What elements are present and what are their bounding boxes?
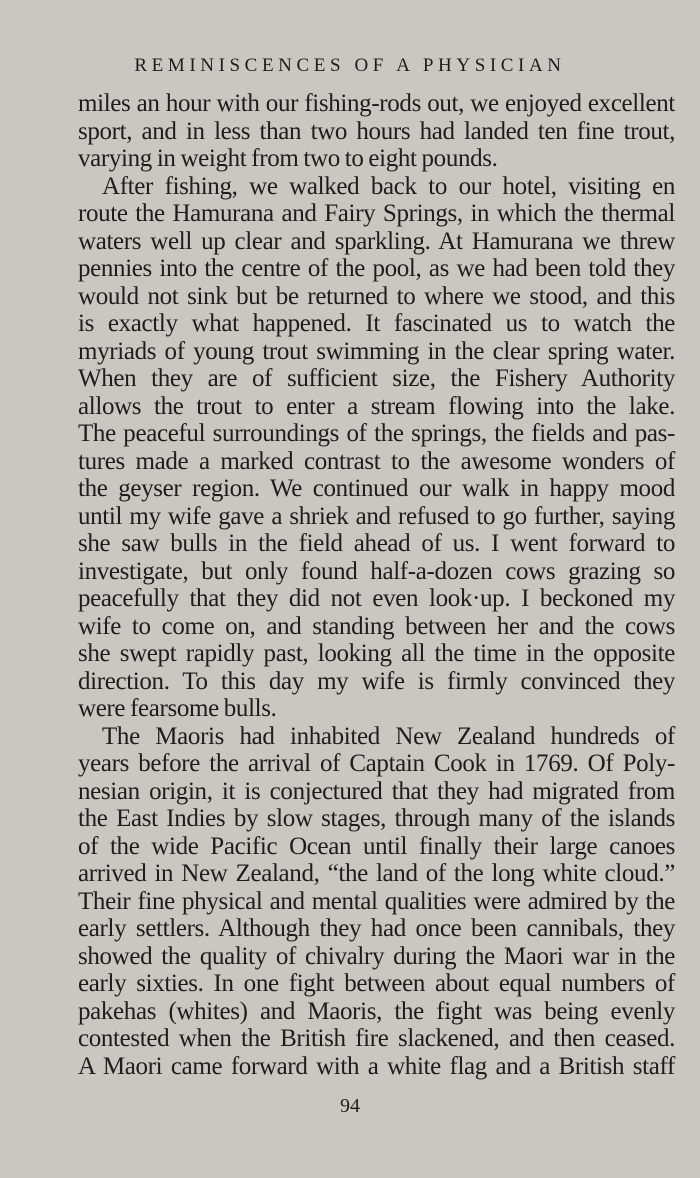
text-line: miles an hour with our fishing-rods out, we enjoyed excellent — [78, 90, 675, 117]
text-line: nesian origin, it is conjectured that they had migrated from — [78, 777, 675, 805]
text-line: myriads of young trout swimming in the clear spring water. — [78, 337, 675, 365]
text-line: A Maori came forward with a white flag and a British staff — [78, 1052, 675, 1080]
text-line: showed the quality of chivalry during the Maori war in the — [78, 942, 675, 970]
text-line: of the wide Pacific Ocean until finally their large canoes — [78, 832, 675, 860]
text-line: sport, and in less than two hours had landed ten fine trout, — [78, 117, 675, 145]
text-line: early sixties. In one fight between about equal numbers of — [78, 970, 675, 997]
text-line: peacefully that they did not even look·up. I beckoned my — [78, 585, 675, 612]
page-number: 94 — [340, 1095, 360, 1117]
text-line: the geyser region. We continued our walk in happy mood — [78, 475, 675, 502]
text-line: would not sink but be returned to where we stood, and this — [78, 282, 675, 310]
text-line: pennies into the centre of the pool, as we had been told they — [78, 255, 675, 282]
text-line: varying in weight from two to eight pounds. — [78, 145, 498, 172]
text-line: route the Hamurana and Fairy Springs, in which the thermal — [78, 200, 675, 227]
text-line: is exactly what happened. It fascinated us to watch the — [78, 310, 675, 337]
text-line: The Maoris had inhabited New Zealand hundreds of — [102, 722, 675, 750]
text-line: waters well up clear and sparkling. At Hamurana we threw — [78, 227, 675, 255]
text-line: allows the trout to enter a stream flowing into the lake. — [78, 392, 675, 420]
text-line: the East Indies by slow stages, through many of the islands — [78, 805, 675, 832]
text-line: were fearsome bulls. — [78, 695, 277, 722]
body-text — [78, 90, 675, 1080]
text-line: years before the arrival of Captain Cook in 1769. Of Poly- — [78, 750, 675, 777]
running-head: REMINISCENCES OF A PHYSICIAN — [134, 55, 566, 76]
text-line: investigate, but only found half-a-dozen cows grazing so — [78, 557, 675, 585]
text-line: The peaceful surroundings of the springs, the fields and pas- — [78, 420, 675, 447]
text-line: pakehas (whites) and Maoris, the fight was being evenly — [78, 997, 675, 1025]
text-line: When they are of sufficient size, the Fishery Authority — [78, 365, 675, 392]
text-line: direction. To this day my wife is firmly convinced they — [78, 667, 675, 695]
text-line: she swept rapidly past, looking all the time in the opposite — [78, 640, 675, 667]
text-line: contested when the British fire slackened, and then ceased. — [78, 1025, 675, 1052]
text-line: tures made a marked contrast to the awesome wonders of — [78, 447, 675, 475]
text-line: until my wife gave a shriek and refused to go further, saying — [78, 502, 675, 530]
text-line: early settlers. Although they had once been cannibals, they — [78, 915, 675, 942]
text-line: she saw bulls in the field ahead of us. I went forward to — [78, 530, 675, 557]
text-line: wife to come on, and standing between her and the cows — [78, 612, 675, 640]
text-line: Their fine physical and mental qualities were admired by the — [78, 887, 675, 915]
text-line: After fishing, we walked back to our hotel, visiting en — [102, 172, 675, 200]
text-line: arrived in New Zealand, “the land of the long white cloud.” — [78, 860, 675, 887]
